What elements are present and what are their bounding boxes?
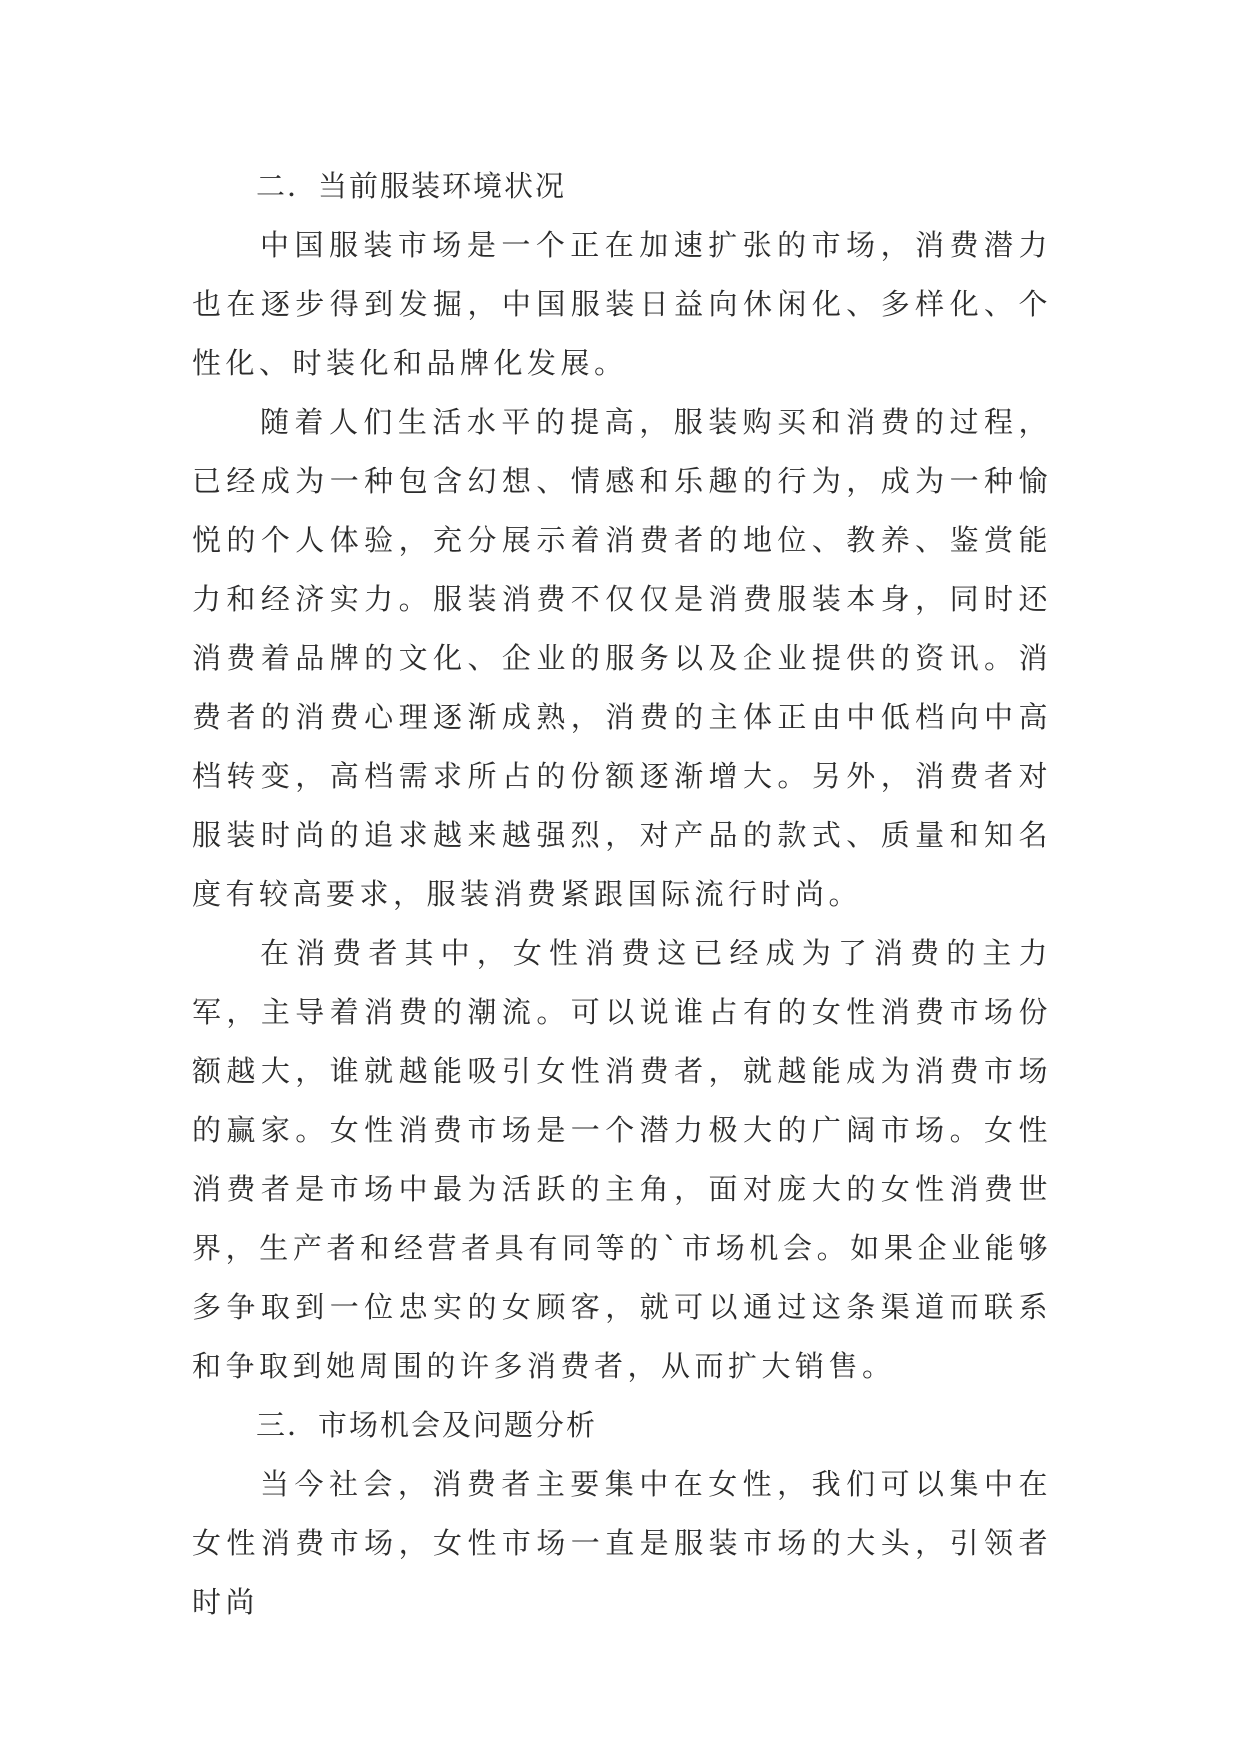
paragraph-market-overview: 中国服装市场是一个正在加速扩张的市场，消费潜力也在逐步得到发掘，中国服装日益向休闲化、多样化、个性化、时装化和品牌化发展。: [192, 228, 1052, 380]
section-heading-3: 三．市场机会及问题分析: [256, 1408, 598, 1442]
document-body: [192, 157, 1052, 1632]
section-heading-2: 二．当前服装环境状况: [256, 169, 567, 203]
paragraph-consumer-trends: 随着人们生活水平的提高，服装购买和消费的过程，已经成为一种包含幻想、情感和乐趣的行为，成为一种愉悦的个人体验，充分展示着消费者的地位、教养、鉴赏能力和经济实力。服装消费不仅仅是消费服装本身，同时还消费着品牌的文化、企业的服务以及企业提供的资讯。消费者的消费心理逐渐成熟，消费的主体正由中低档向中高档转变，高档需求所占的份额逐渐增大。另外，消费者对服装时尚的追求越来越强烈，对产品的款式、质量和知名度有较高要求，服装消费紧跟国际流行时尚。: [192, 405, 1052, 911]
paragraph-female-consumers: 在消费者其中，女性消费这已经成为了消费的主力军，主导着消费的潮流。可以说谁占有的女性消费市场份额越大，谁就越能吸引女性消费者，就越能成为消费市场的赢家。女性消费市场是一个潜力极大的广阔市场。女性消费者是市场中最为活跃的主角，面对庞大的女性消费世界，生产者和经营者具有同等的`市场机会。如果企业能够多争取到一位忠实的女顾客，就可以通过这条渠道而联系和争取到她周围的许多消费者，从而扩大销售。: [192, 936, 1052, 1383]
paragraph-market-opportunity: 当今社会，消费者主要集中在女性，我们可以集中在女性消费市场，女性市场一直是服装市场的大头，引领者时尚: [192, 1467, 1052, 1619]
